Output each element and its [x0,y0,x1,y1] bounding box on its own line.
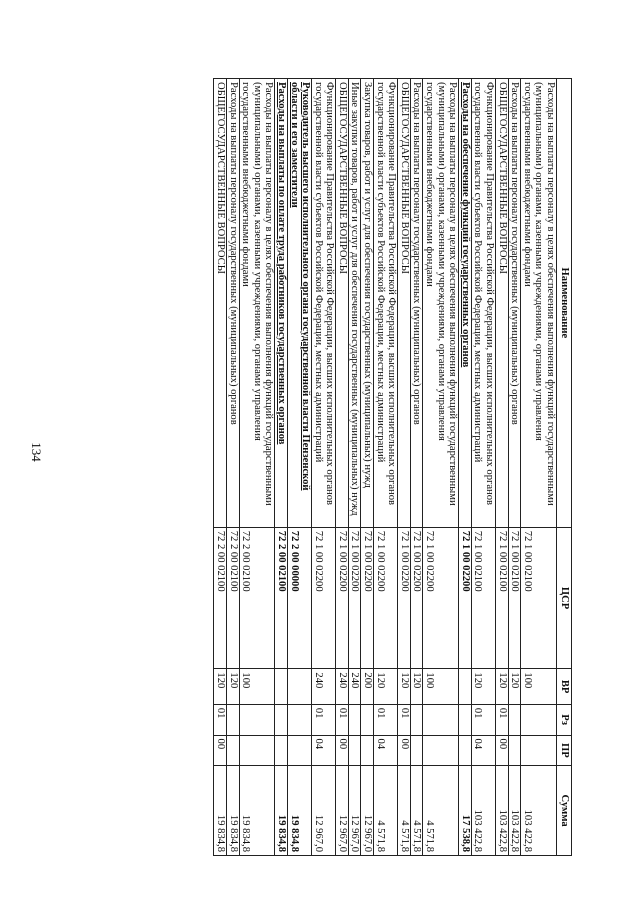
cell-rz [423,704,459,735]
table-row [459,79,472,856]
cell-pr: 00 [398,735,411,766]
cell-vr: 120 [374,669,398,704]
cell-pr: 00 [496,735,509,766]
cell-csr: 72 2 00 02100 [275,527,288,669]
cell-rz [226,704,239,735]
cell-sum: 19 834,8 [287,766,311,856]
cell-vr: 120 [508,669,521,704]
cell-sum: 103 422,8 [471,766,495,856]
cell-csr: 72 2 00 00000 [287,527,311,669]
cell-pr: 00 [214,735,227,766]
table-row [521,79,557,856]
cell-vr: 240 [348,669,361,704]
cell-csr: 72 1 00 02200 [312,527,336,669]
cell-csr: 72 1 00 02200 [374,527,398,669]
cell-rz: 01 [374,704,398,735]
table-row [423,79,459,856]
cell-sum: 4 571,8 [374,766,398,856]
cell-pr: 00 [336,735,349,766]
cell-csr: 72 1 00 02200 [361,527,374,669]
cell-rz [361,704,374,735]
table-row [471,79,495,856]
cell-rz: 01 [336,704,349,735]
cell-vr: 120 [471,669,495,704]
header-csr: ЦСР [557,527,572,669]
cell-name: Расходы на выплаты персоналу в целях обеспечения выполнения функций государственными (муниципальными) органами, казенными учреждениями, органами управления государственными внебюджетными фондами [239,79,275,528]
header-vr: ВР [557,669,572,704]
cell-name: Функционирование Правительства Российской Федерации, высших исполнительных органов государственной власти субъектов Российской Федерации, местных администраций [471,79,495,528]
cell-csr: 72 1 00 02200 [348,527,361,669]
cell-sum: 19 834,8 [214,766,227,856]
cell-sum: 19 834,8 [226,766,239,856]
table-row [348,79,361,856]
cell-pr [508,735,521,766]
cell-rz: 01 [312,704,336,735]
cell-pr: 04 [471,735,495,766]
cell-rz: 01 [214,704,227,735]
table-row [312,79,336,856]
cell-name: Расходы на выплаты персоналу государственных (муниципальных) органов [226,79,239,528]
cell-name: ОБЩЕГОСУДАРСТВЕННЫЕ ВОПРОСЫ [496,79,509,528]
table-row [410,79,423,856]
cell-name: ОБЩЕГОСУДАРСТВЕННЫЕ ВОПРОСЫ [398,79,411,528]
cell-name: Расходы на выплаты персоналу в целях обеспечения выполнения функций государственными (муниципальными) органами, казенными учреждениями, органами управления государственными внебюджетными фондами [521,79,557,528]
cell-rz [521,704,557,735]
cell-rz [410,704,423,735]
table-row [496,79,509,856]
cell-vr: 120 [496,669,509,704]
cell-pr [239,735,275,766]
cell-rz: 01 [398,704,411,735]
cell-vr: 100 [423,669,459,704]
cell-vr: 120 [410,669,423,704]
table-row [398,79,411,856]
cell-rz [459,704,472,735]
cell-vr: 240 [336,669,349,704]
cell-sum: 12 967,0 [348,766,361,856]
cell-name: Иные закупки товаров, работ и услуг для обеспечения государственных (муниципальных) нужд [348,79,361,528]
cell-pr [348,735,361,766]
table-row [239,79,275,856]
cell-vr: 120 [398,669,411,704]
cell-csr: 72 1 00 02200 [398,527,411,669]
page-number: 134 [29,442,44,462]
cell-vr: 120 [214,669,227,704]
table-body [214,79,557,856]
cell-sum: 12 967,0 [336,766,349,856]
cell-pr [226,735,239,766]
cell-vr: 100 [521,669,557,704]
cell-sum: 19 834,8 [275,766,288,856]
budget-table [213,78,572,856]
cell-pr [521,735,557,766]
cell-sum: 12 967,0 [312,766,336,856]
cell-csr: 72 1 00 02200 [410,527,423,669]
cell-csr: 72 2 00 02100 [239,527,275,669]
table-row [275,79,288,856]
header-rz: Рз [557,704,572,735]
cell-csr: 72 1 00 02200 [423,527,459,669]
cell-sum: 103 422,8 [508,766,521,856]
cell-name: Функционирование Правительства Российской Федерации, высших исполнительных органов государственной власти субъектов Российской Федерации, местных администраций [312,79,336,528]
cell-name: Расходы на выплаты персоналу государственных (муниципальных) органов [508,79,521,528]
cell-csr: 72 2 00 02100 [214,527,227,669]
cell-csr: 72 2 00 02100 [226,527,239,669]
cell-rz [287,704,311,735]
cell-sum: 4 571,8 [423,766,459,856]
cell-pr [423,735,459,766]
cell-name: Расходы на выплаты персоналу в целях обеспечения выполнения функций государственными (муниципальными) органами, казенными учреждениями, органами управления государственными внебюджетными фондами [423,79,459,528]
header-sum: Сумма [557,766,572,856]
cell-name: ОБЩЕГОСУДАРСТВЕННЫЕ ВОПРОСЫ [214,79,227,528]
cell-vr: 120 [226,669,239,704]
table-row [214,79,227,856]
cell-name: Расходы на выплаты персоналу государственных (муниципальных) органов [410,79,423,528]
cell-pr [275,735,288,766]
cell-sum: 103 422,8 [496,766,509,856]
header-name: Наименование [557,79,572,528]
cell-vr: 100 [239,669,275,704]
table-header-row [557,79,572,856]
table-row [287,79,311,856]
cell-pr: 04 [312,735,336,766]
cell-sum: 19 834,8 [239,766,275,856]
cell-csr: 72 1 00 02200 [459,527,472,669]
cell-vr: 200 [361,669,374,704]
cell-name: Расходы на обеспечение функций государственных органов [459,79,472,528]
cell-pr [459,735,472,766]
cell-vr [287,669,311,704]
cell-rz [348,704,361,735]
cell-rz: 01 [496,704,509,735]
cell-sum: 103 422,8 [521,766,557,856]
cell-rz [275,704,288,735]
cell-name: Расходы на выплаты по оплате труда работников государственных органов [275,79,288,528]
table-row [374,79,398,856]
cell-sum: 17 538,8 [459,766,472,856]
cell-csr: 72 1 00 02100 [471,527,495,669]
cell-csr: 72 1 00 02100 [496,527,509,669]
cell-sum: 4 571,8 [398,766,411,856]
cell-vr [459,669,472,704]
budget-table-sheet [74,78,572,856]
cell-pr [287,735,311,766]
cell-rz: 01 [471,704,495,735]
table-row [508,79,521,856]
cell-csr: 72 1 00 02100 [508,527,521,669]
table-row [361,79,374,856]
cell-sum: 4 571,8 [410,766,423,856]
cell-pr [361,735,374,766]
table-row [226,79,239,856]
cell-rz [508,704,521,735]
cell-sum: 12 967,0 [361,766,374,856]
cell-name: ОБЩЕГОСУДАРСТВЕННЫЕ ВОПРОСЫ [336,79,349,528]
cell-name: Функционирование Правительства Российской Федерации, высших исполнительных органов государственной власти субъектов Российской Федерации, местных администраций [374,79,398,528]
cell-vr: 240 [312,669,336,704]
cell-pr [410,735,423,766]
cell-vr [275,669,288,704]
cell-csr: 72 1 00 02100 [521,527,557,669]
cell-csr: 72 1 00 02200 [336,527,349,669]
header-pr: ПР [557,735,572,766]
cell-name: Закупка товаров, работ и услуг для обеспечения государственных (муниципальных) нужд [361,79,374,528]
cell-rz [239,704,275,735]
cell-name: Руководитель высшего исполнительного органа государственной власти Пензенской области и его заместители [287,79,311,528]
cell-pr: 04 [374,735,398,766]
table-row [336,79,349,856]
